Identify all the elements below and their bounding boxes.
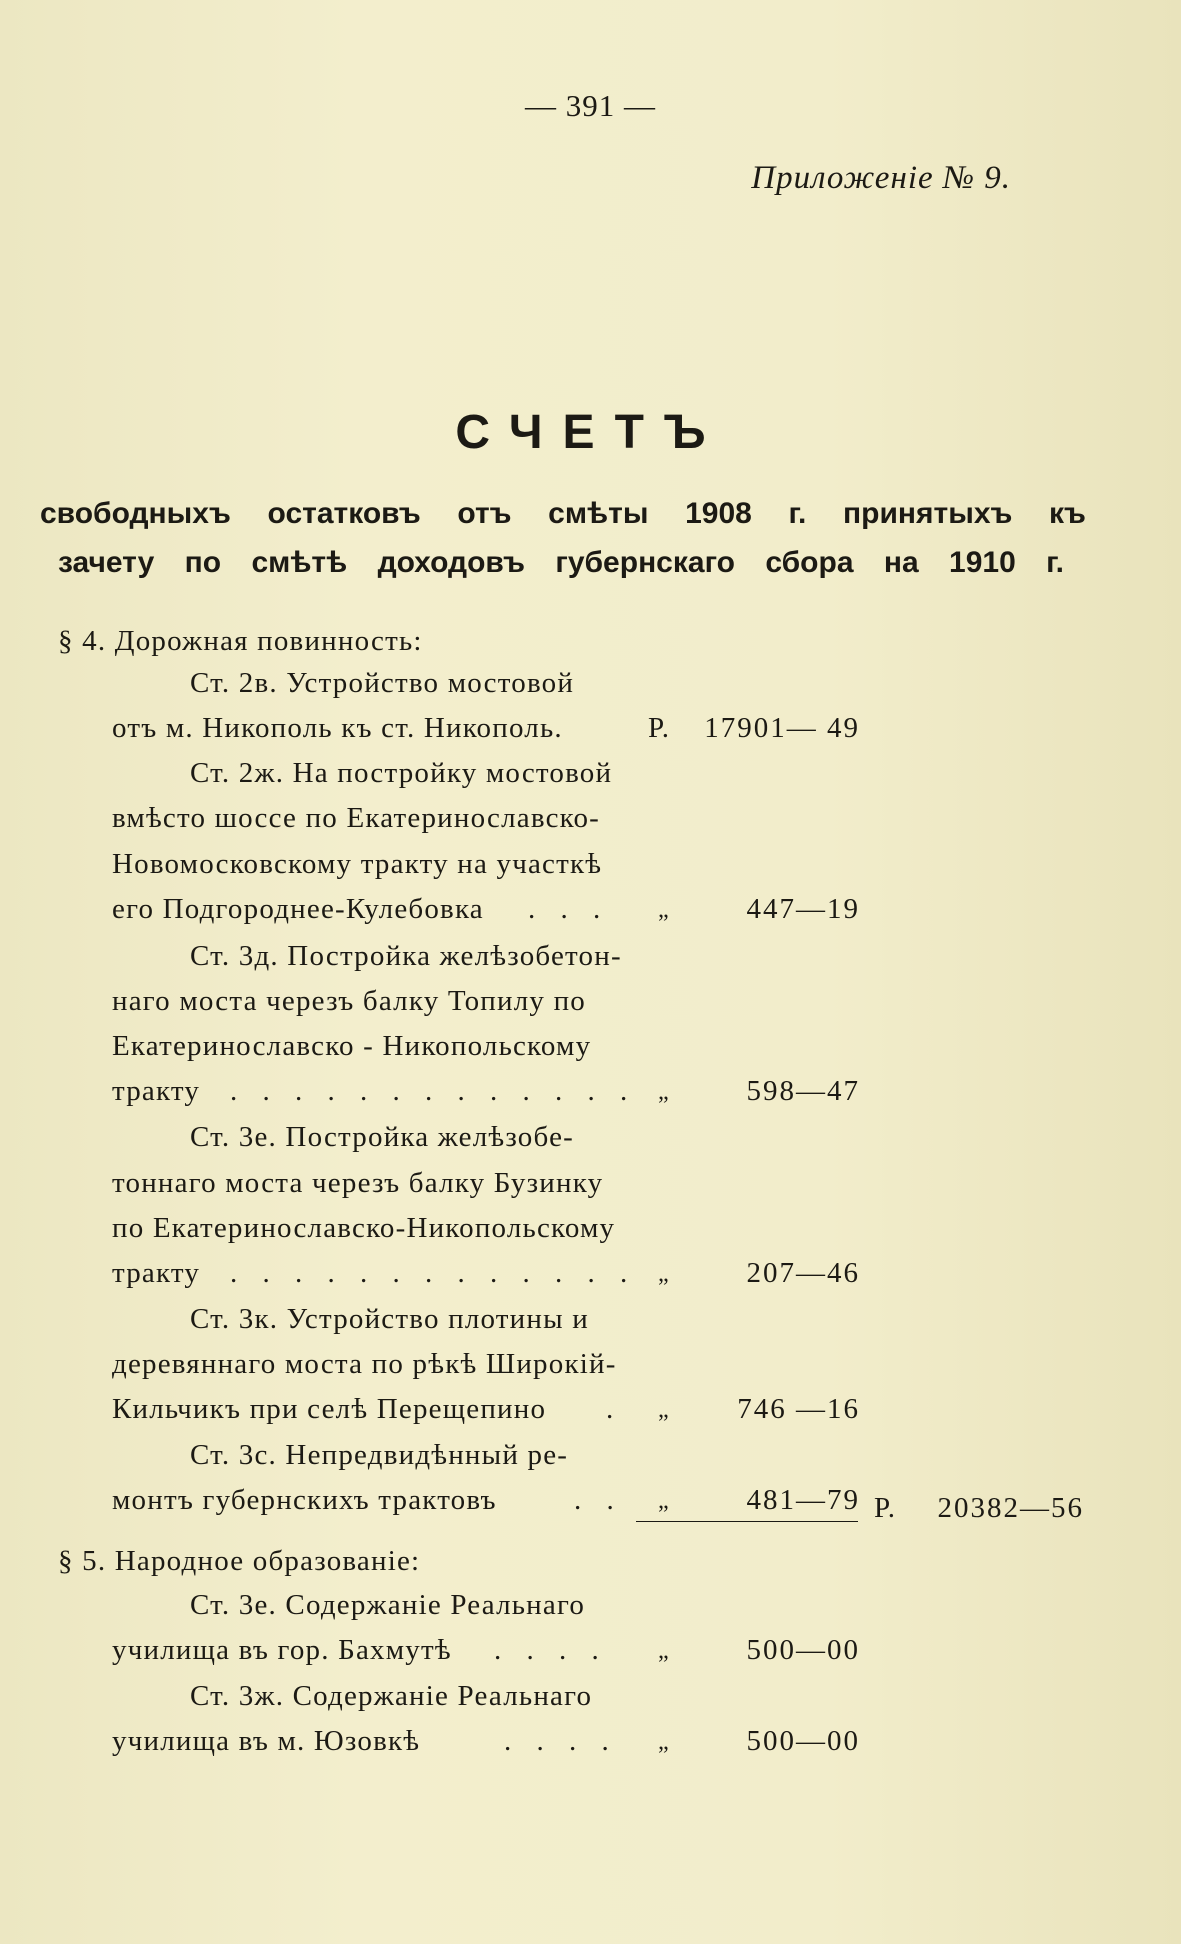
ditto-mark: „ [658,1638,670,1664]
subtitle-word: по [184,546,222,579]
subtitle-word: доходовъ [377,546,525,579]
entry-line: тракту [112,1075,201,1107]
subtitle-word: г. [1046,546,1064,579]
entry-line: по Екатеринославско-Никопольскому [112,1212,616,1244]
subtitle-line-2 [58,546,1064,580]
subtitle-word: губернскаго [555,546,735,579]
entry-line: Ст. 3е. Содержаніе Реальнаго [190,1589,586,1621]
entry-line: Екатеринославско - Никопольскому [112,1030,592,1062]
entry-line: его Подгороднее-Кулебовка [112,893,484,925]
page-number: — 391 — [525,88,656,123]
entry-line: вмѣсто шоссе по Екатеринославско- [112,802,601,834]
entry-line: деревяннаго моста по рѣкѣ Широкій- [112,1348,617,1380]
leader-dots: . . . . . . . . . . . . . [230,1257,637,1289]
entry-line: Ст. 2в. Устройство мостовой [190,667,575,699]
leader-dots: . . . . . . . . . . . . . [230,1075,637,1107]
leader-dots: . . . [528,893,610,925]
ditto-mark: „ [658,1079,670,1105]
sum-rule [636,1521,858,1522]
entry-line: училища въ м. Юзовкѣ [112,1725,421,1757]
section-4-heading: § 4. Дорожная повинность: [58,625,423,657]
subtitle-line-1 [40,497,1086,531]
currency-mark: Р. [648,712,671,744]
leader-dots: . [606,1393,623,1425]
total-currency-mark: Р. [874,1492,897,1524]
ditto-mark: „ [658,1261,670,1287]
amount: 500—00 [746,1725,860,1757]
amount: 447—19 [746,893,860,925]
subtitle-word: г. [788,497,807,530]
entry-line: Кильчикъ при селѣ Перещепино [112,1393,547,1425]
leader-dots: . . [574,1484,623,1516]
entry-line: училища въ гор. Бахмутѣ [112,1634,452,1666]
amount: 17901— 49 [704,712,860,744]
entry-line: тоннаго моста черезъ балку Бузинку [112,1167,604,1199]
subtitle-word: остатковъ [267,497,421,530]
entry-line: Ст. 3к. Устройство плотины и [190,1303,589,1335]
entry-line: Ст. 3с. Непредвидѣнный ре- [190,1439,569,1471]
entry-line: отъ м. Никополь къ ст. Никополь. [112,712,563,744]
appendix-label: Приложеніе № 9. [751,160,1011,196]
amount: 500—00 [746,1634,860,1666]
subtitle-word: на [883,546,919,579]
entry-line: Ст. 2ж. На постройку мостовой [190,757,613,789]
entry-line: Новомосковскому тракту на участкѣ [112,848,603,880]
entry-line: Ст. 3ж. Содержаніе Реальнаго [190,1680,593,1712]
section-5-heading: § 5. Народное образованіе: [58,1545,421,1577]
entry-line: Ст. 3е. Постройка желѣзобе- [190,1121,575,1153]
subtitle-word: смѣтѣ [251,546,348,579]
amount: 598—47 [746,1075,860,1107]
entry-line: наго моста черезъ балку Топилу по [112,985,586,1017]
leader-dots: . . . . [504,1725,618,1757]
document-title: СЧЕТЪ [455,406,726,459]
amount: 207—46 [746,1257,860,1289]
subtitle-word: свободныхъ [40,497,231,530]
subtitle-word: отъ [457,497,512,530]
subtitle-word: смѣты [548,497,649,530]
subtitle-word: принятыхъ [843,497,1013,530]
entry-line: монтъ губернскихъ трактовъ [112,1484,497,1516]
subtitle-word: сбора [765,546,854,579]
entry-line: тракту [112,1257,201,1289]
subtitle-word: зачету [58,546,155,579]
amount: 746 —16 [737,1393,860,1425]
entry-line: Ст. 3д. Постройка желѣзобетон- [190,940,622,972]
subtitle-word: 1910 [949,546,1016,579]
section-4-total: 20382—56 [937,1492,1084,1524]
leader-dots: . . . . [494,1634,608,1666]
ditto-mark: „ [658,1488,670,1514]
ditto-mark: „ [658,1729,670,1755]
ditto-mark: „ [658,897,670,923]
ditto-mark: „ [658,1397,670,1423]
subtitle-word: 1908 [685,497,752,530]
subtitle-word: къ [1049,497,1086,530]
amount: 481—79 [746,1484,860,1516]
